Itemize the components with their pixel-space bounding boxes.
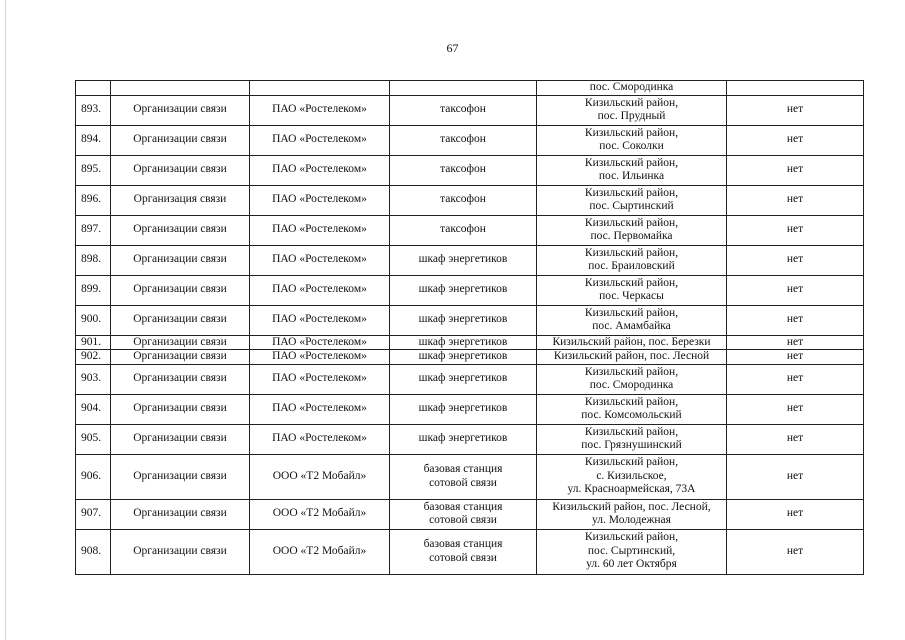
cell-num: 905. [76, 424, 111, 454]
cell-status: нет [727, 529, 864, 574]
cell-address-line: Кизильский район, пос. Лесной [553, 350, 710, 362]
cell-category: Организации связи [111, 305, 250, 335]
cell-category: Организация связи [111, 185, 250, 215]
cell-owner: ООО «Т2 Мобайл» [250, 454, 390, 499]
cell-object-line: шкаф энергетиков [418, 283, 508, 296]
page-number: 67 [446, 41, 459, 55]
table-row [76, 394, 864, 424]
cell-status: нет [727, 305, 864, 335]
cell-address [537, 364, 727, 394]
cell-status: нет [727, 215, 864, 245]
table-row [76, 95, 864, 125]
cell-address-line: Кизильский район, [584, 216, 679, 229]
cell-address-line: с. Кизильское, [596, 469, 667, 482]
cell-num: 893. [76, 95, 111, 125]
cell-address-line: пос. Сыртинский, [587, 544, 676, 557]
cell-status: нет [727, 499, 864, 529]
cell-address-line: Кизильский район, [584, 126, 679, 139]
cell-object [390, 394, 537, 424]
cell-address [537, 424, 727, 454]
table-row [76, 350, 864, 365]
cell-address-line: пос. Комсомольский [581, 409, 682, 421]
table-row [76, 499, 864, 529]
cell-object [390, 305, 537, 335]
cell-category: Организации связи [111, 95, 250, 125]
cell-category: Организации связи [111, 125, 250, 155]
cell-object-line: шкаф энергетиков [418, 432, 508, 445]
cell-object [390, 499, 537, 529]
cell-status: нет [727, 424, 864, 454]
cell-object [390, 350, 537, 365]
cell-object-line: базовая станция [423, 538, 503, 550]
cell-status: нет [727, 394, 864, 424]
cell-owner: ПАО «Ростелеком» [250, 424, 390, 454]
cell-category: Организации связи [111, 245, 250, 275]
cell-category: Организации связи [111, 155, 250, 185]
cell-num: 894. [76, 125, 111, 155]
cell-category: Организации связи [111, 424, 250, 454]
address-line: пос. Смородинка [589, 81, 674, 93]
cell-address [537, 215, 727, 245]
cell-address-line: пос. Прудный [597, 110, 666, 122]
cell-status: нет [727, 454, 864, 499]
cell-status: нет [727, 335, 864, 350]
cell-category: Организации связи [111, 394, 250, 424]
cell-address-line: пос. Амамбайка [592, 320, 671, 332]
cell-address-line: Кизильский район, [584, 425, 679, 438]
cell-num: 906. [76, 454, 111, 499]
cell-num: 902. [76, 350, 111, 365]
cell-status: нет [727, 350, 864, 365]
cell-owner: ПАО «Ростелеком» [250, 185, 390, 215]
cell-object-line: шкаф энергетиков [418, 253, 508, 266]
cell-address [537, 529, 727, 574]
cell-object-line: таксофон [440, 163, 486, 176]
cell-num: 904. [76, 394, 111, 424]
cell-category: Организации связи [111, 499, 250, 529]
cell-address [537, 155, 727, 185]
cell-category [111, 81, 250, 96]
cell-object [390, 215, 537, 245]
cell-category: Организации связи [111, 350, 250, 365]
cell-owner: ПАО «Ростелеком» [250, 215, 390, 245]
cell-owner: ПАО «Ростелеком» [250, 125, 390, 155]
cell-object-line: шкаф энергетиков [418, 372, 508, 385]
cell-address [537, 499, 727, 529]
table-row [76, 364, 864, 394]
table-row [76, 335, 864, 350]
table-row [76, 245, 864, 275]
cell-category: Организации связи [111, 454, 250, 499]
cell-object-line: таксофон [440, 103, 486, 116]
cell-num: 897. [76, 215, 111, 245]
cell-object-line: таксофон [440, 223, 486, 236]
cell-object [390, 424, 537, 454]
cell-address-line: ул. Красноармейская, 73А [567, 483, 696, 496]
table-row [76, 454, 864, 499]
cell-address [537, 394, 727, 424]
cell-owner: ПАО «Ростелеком» [250, 155, 390, 185]
cell-num: 903. [76, 364, 111, 394]
cell-object [390, 185, 537, 215]
cell-object [390, 125, 537, 155]
cell-address-line: пос. Сыртинский [589, 200, 674, 212]
cell-object [390, 364, 537, 394]
cell-owner: ПАО «Ростелеком» [250, 95, 390, 125]
cell-address-line: Кизильский район, [584, 306, 679, 319]
cell-object [390, 95, 537, 125]
cell-num: 900. [76, 305, 111, 335]
cell-status: нет [727, 95, 864, 125]
cell-object-line: сотовой связи [429, 551, 497, 564]
cell-object-line: таксофон [440, 193, 486, 206]
cell-address-line: Кизильский район, [584, 156, 679, 169]
cell-object [390, 335, 537, 350]
cell-address-line: Кизильский район, [584, 531, 679, 544]
cell-address [537, 95, 727, 125]
cell-address-line: Кизильский район, [584, 365, 679, 378]
cell-category: Организации связи [111, 529, 250, 574]
cell-address [537, 305, 727, 335]
cell-address [537, 275, 727, 305]
cell-num: 896. [76, 185, 111, 215]
cell-address-line: пос. Ильинка [598, 170, 665, 182]
cell-address-line: ул. Молодежная [592, 514, 671, 526]
cell-category: Организации связи [111, 275, 250, 305]
cell-address-line: пос. Соколки [599, 140, 664, 152]
table-row [76, 275, 864, 305]
cell-address-line: ул. 60 лет Октября [586, 558, 677, 571]
cell-address-line: Кизильский район, [584, 96, 679, 109]
cell-object-line: базовая станция [423, 463, 503, 475]
page-edge-line [5, 0, 6, 640]
cell-object [390, 529, 537, 574]
cell-category: Организации связи [111, 215, 250, 245]
cell-owner [250, 81, 390, 96]
cell-num [76, 81, 111, 96]
cell-object-line: шкаф энергетиков [418, 313, 508, 326]
cell-object [390, 454, 537, 499]
cell-num: 907. [76, 499, 111, 529]
cell-object [390, 245, 537, 275]
cell-num: 899. [76, 275, 111, 305]
cell-address-line: Кизильский район, пос. Лесной, [552, 500, 711, 513]
cell-address-line: Кизильский район, [584, 456, 679, 469]
cell-num: 901. [76, 335, 111, 350]
cell-status: нет [727, 185, 864, 215]
cell-address-line: Кизильский район, [584, 186, 679, 199]
cell-status: нет [727, 275, 864, 305]
cell-address-line: Кизильский район, [584, 276, 679, 289]
cell-owner: ПАО «Ростелеком» [250, 335, 390, 350]
cell-address [537, 454, 727, 499]
table-body [76, 81, 864, 575]
cell-address-line: пос. Смородинка [589, 379, 674, 391]
cell-object-line: таксофон [440, 133, 486, 146]
cell-address-line: пос. Первомайка [590, 230, 673, 242]
cell-num: 895. [76, 155, 111, 185]
cell-address-line: Кизильский район, пос. Березки [552, 335, 711, 348]
table-row [76, 185, 864, 215]
cell-address-line: Кизильский район, [584, 395, 679, 408]
cell-owner: ПАО «Ростелеком» [250, 394, 390, 424]
table-row [76, 305, 864, 335]
cell-status [727, 81, 864, 96]
cell-owner: ООО «Т2 Мобайл» [250, 529, 390, 574]
cell-object-line: базовая станция [423, 500, 503, 513]
cell-address [537, 185, 727, 215]
table-row [76, 424, 864, 454]
cell-owner: ПАО «Ростелеком» [250, 364, 390, 394]
cell-status: нет [727, 364, 864, 394]
table-row-continuation [76, 81, 864, 96]
cell-address-line: пос. Черкасы [599, 290, 664, 302]
table-row [76, 155, 864, 185]
table-row [76, 529, 864, 574]
cell-object [390, 81, 537, 96]
cell-status: нет [727, 125, 864, 155]
cell-object-line: шкаф энергетиков [418, 350, 508, 362]
cell-address-line: пос. Браиловский [588, 260, 675, 272]
cell-object-line: сотовой связи [429, 514, 497, 526]
cell-owner: ПАО «Ростелеком» [250, 350, 390, 365]
cell-address [537, 125, 727, 155]
cell-category: Организации связи [111, 364, 250, 394]
cell-status: нет [727, 155, 864, 185]
cell-address-line: Кизильский район, [584, 246, 679, 259]
cell-num: 908. [76, 529, 111, 574]
cell-object-line: шкаф энергетиков [418, 402, 508, 415]
cell-object [390, 155, 537, 185]
cell-owner: ООО «Т2 Мобайл» [250, 499, 390, 529]
cell-category: Организации связи [111, 335, 250, 350]
cell-owner: ПАО «Ростелеком» [250, 305, 390, 335]
table-row [76, 215, 864, 245]
cell-object [390, 275, 537, 305]
cell-owner: ПАО «Ростелеком» [250, 245, 390, 275]
cell-object-line: шкаф энергетиков [418, 335, 508, 348]
objects-table [75, 80, 864, 575]
cell-object-line: сотовой связи [429, 476, 497, 489]
table-row [76, 125, 864, 155]
cell-address [537, 245, 727, 275]
cell-address [537, 350, 727, 365]
cell-address [537, 81, 727, 96]
cell-address-line: пос. Грязнушинский [581, 439, 682, 451]
cell-address [537, 335, 727, 350]
cell-num: 898. [76, 245, 111, 275]
cell-owner: ПАО «Ростелеком» [250, 275, 390, 305]
cell-status: нет [727, 245, 864, 275]
